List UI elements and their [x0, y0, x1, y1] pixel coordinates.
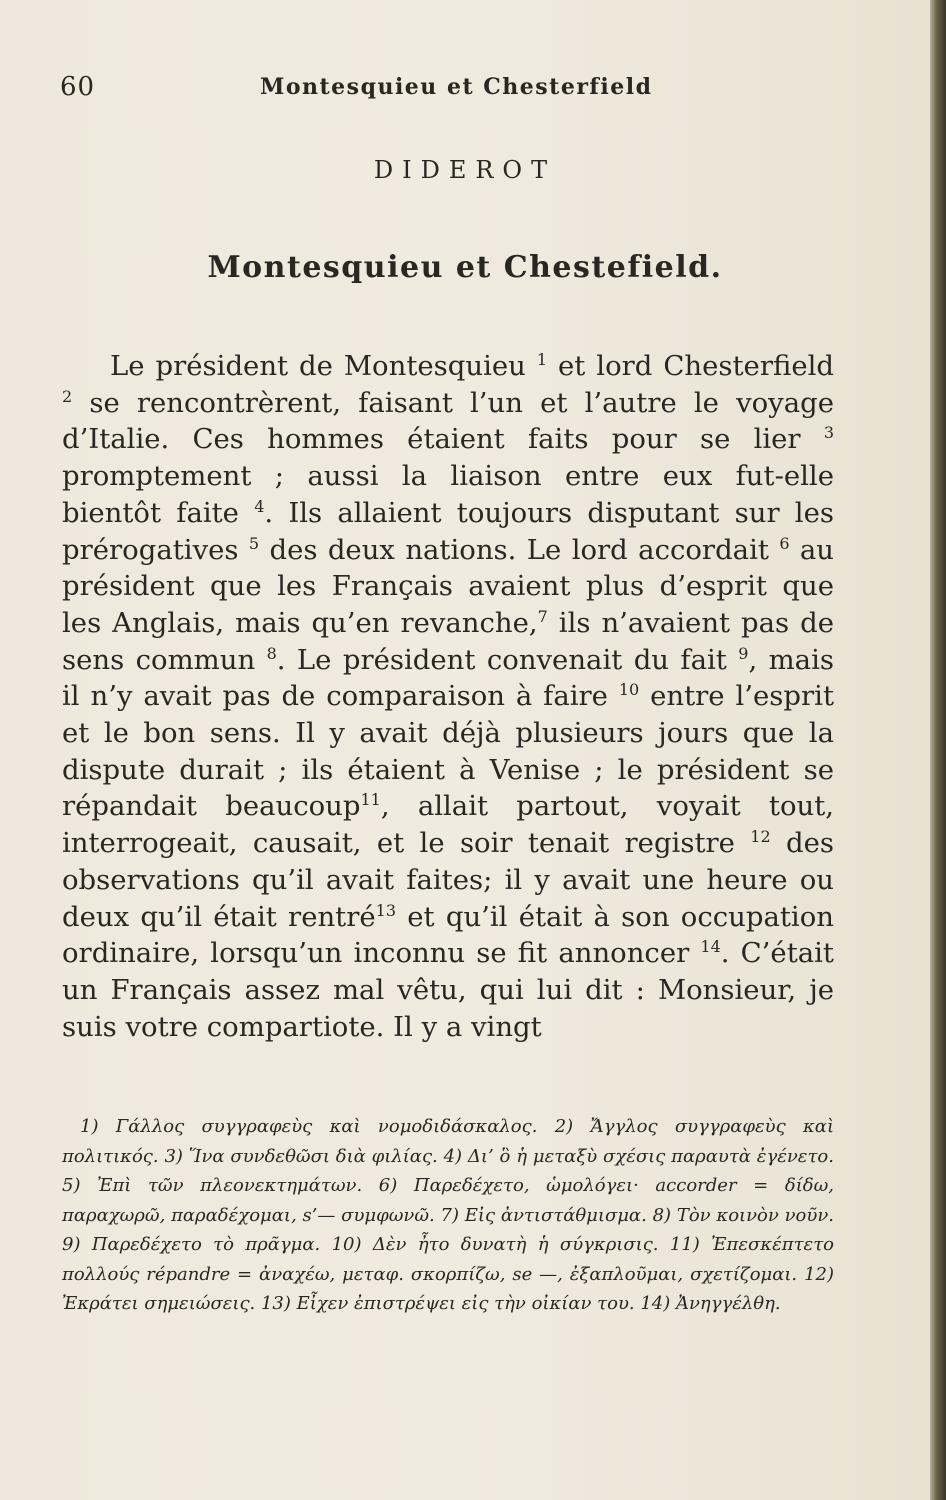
footnote-ref: 14 [700, 937, 721, 957]
footnote-ref: 11 [360, 790, 381, 810]
footnote-ref: 8 [266, 643, 277, 663]
text-run: au président que les Français avaient plus d’esprit que les Anglais, mais qu’en revanche, [62, 533, 834, 639]
text-run: . Le président convenait du fait [276, 643, 739, 676]
text-run: promptement ; aussi la liaison entre eux fut-elle bientôt faite [62, 460, 834, 529]
text-run: se rencontrèrent, faisant l’un et l’autre le voyage d’Italie. Ces hommes étaient faits pour se lier [62, 386, 834, 456]
page-number: 60 [60, 72, 96, 102]
text-run: , allait partout, voyait tout, interrogeait, causait, et le soir tenait registre [62, 790, 835, 860]
text-run: , mais il n’y avait pas de comparaison à faire [62, 643, 834, 713]
text-run: et lord Chesterfield [547, 350, 834, 382]
text-run: et qu’il était à son occupation ordinaire, lorsqu’un inconnu se fit annoncer [62, 900, 834, 970]
text-run: des observations qu’il avait faites; il y avait une heure ou deux qu’il était rentré [62, 827, 834, 933]
footnote-ref: 6 [779, 533, 790, 553]
chapter-title: Montesquieu et Chestefield. [207, 250, 723, 285]
running-head [60, 72, 880, 106]
footnote-ref: 1 [536, 349, 548, 369]
text-run: ils n’avaient pas de sens commun [62, 606, 834, 676]
running-title: Montesquieu et Chesterfield [260, 74, 653, 100]
footnote-ref: 7 [537, 606, 548, 626]
footnotes [62, 1112, 834, 1319]
footnote-ref: 10 [618, 680, 640, 700]
text-run: . C’était un Français assez mal vêtu, qui lui dit : Monsieur, je suis votre compartiote. Il y a vingt [62, 937, 834, 1043]
footnote-ref: 5 [248, 533, 260, 553]
text-run: Le président de Montesquieu [110, 350, 537, 382]
text-run: entre l’esprit et le bon sens. Il y avait déjà plusieurs jours que la dispute durait ; ils étaient à Venise ; le président se répandait beaucoup [62, 680, 834, 823]
footnote-ref: 3 [823, 423, 834, 443]
footnotes-text: 1) Γάλλος συγγραφεὺς καὶ νομοδιδάσκαλος. 2) Ἄγγλος συγγραφεὺς καὶ πολιτικός. 3) Ἵνα συνδεθῶσι διὰ φιλίας. 4) Δι’ ὃ ἡ μεταξὺ σχέσις παραυτὰ ἐγένετο. 5) Ἐπὶ τῶν πλεονεκτημάτων. 6) Παρεδέχετο, ὡμολόγει· accorder = δίδω, παραχωρῶ, παραδέχομαι, s’— συμφωνῶ. 7) Εἰς ἀντιστάθμισμα. 8) Τὸν κοινὸν νοῦν. 9) Παρεδέχετο τὸ πρᾶγμα. 10) Δὲν ἦτο δυνατὴ ἡ σύγκρισις. 11) Ἐπεσκέπτετο πολλούς répandre = ἀναχέω, μεταφ. σκορπίζω, se —, ἐξαπλοῦμαι, σχετίζομαι. 12) Ἐκράτει σημειώσεις. 13) Εἶχεν ἐπιστρέψει εἰς τὴν οἰκίαν του. 14) Ἀνηγγέλθη. [62, 1116, 834, 1314]
footnote-ref: 9 [738, 643, 749, 663]
main-paragraph [62, 348, 834, 1045]
text-run: des deux nations. Le lord accordait [259, 533, 780, 566]
footnote-ref: 4 [254, 496, 265, 516]
page-edge [930, 0, 946, 1500]
body-text [62, 348, 834, 1045]
author-name: DIDEROT [373, 156, 557, 184]
text-run: . Ils allaient toujours disputant sur les prérogatives [62, 496, 834, 566]
footnote-ref: 13 [375, 900, 397, 920]
footnote-ref: 12 [750, 826, 771, 846]
footnote-ref: 2 [62, 386, 73, 406]
